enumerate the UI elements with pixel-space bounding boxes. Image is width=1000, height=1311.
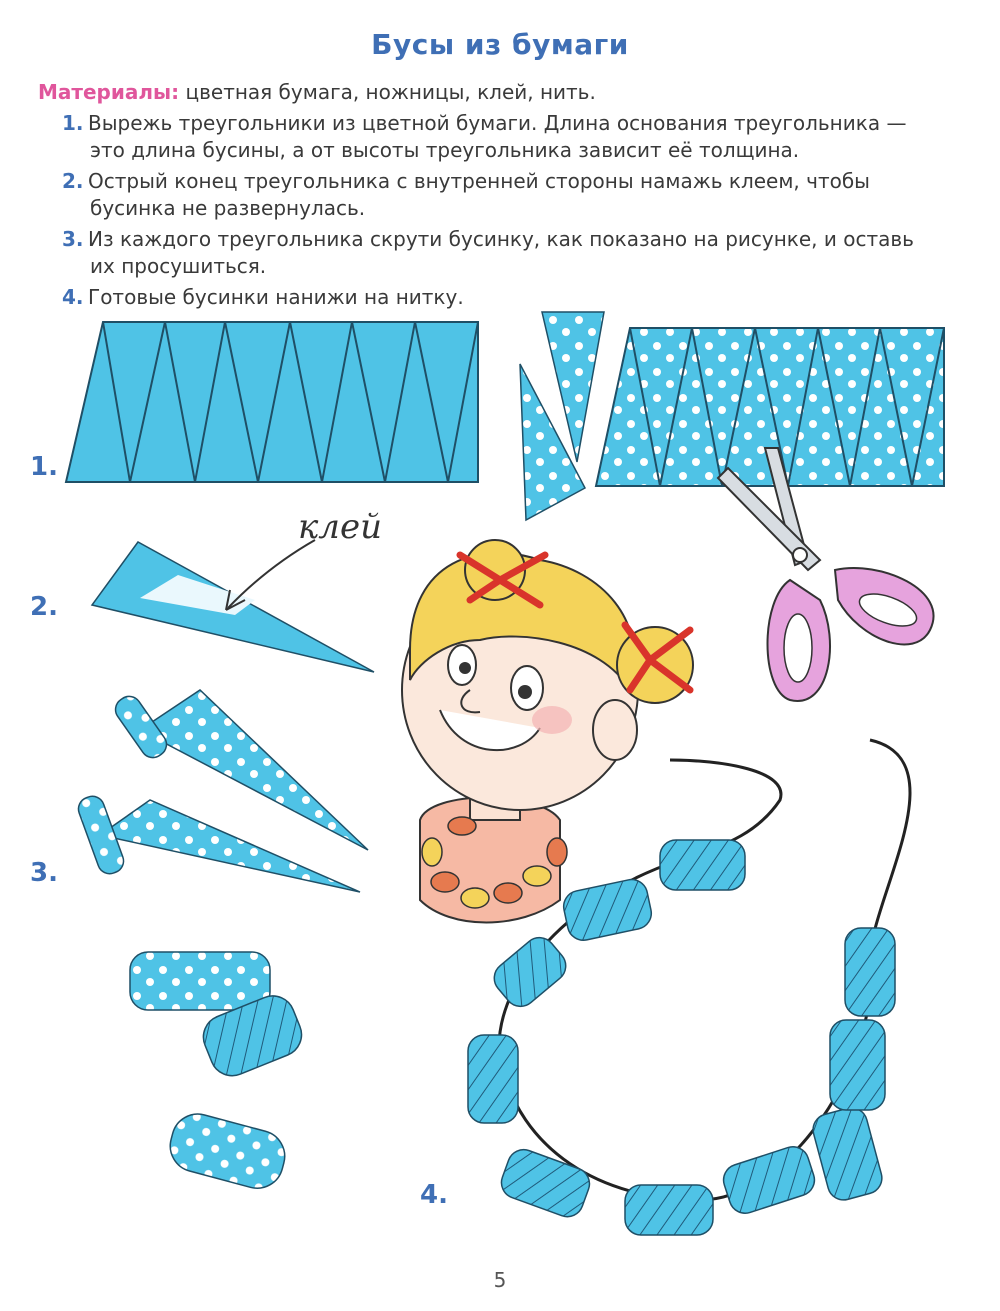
page-title: Бусы из бумаги — [371, 28, 629, 61]
rolled-bead-icon — [130, 952, 308, 1194]
step-text: Готовые бусинки нанижи на нитку. — [88, 285, 464, 309]
paper-strip-icon — [66, 322, 478, 482]
step-text-continued: это длина бусины, а от высоты треугольника зависит её толщина. — [90, 138, 800, 162]
step-number: 1. — [62, 111, 84, 135]
girl-icon — [402, 540, 693, 923]
step-number: 3. — [62, 227, 84, 251]
step-number: 2. — [62, 169, 84, 193]
rolling-triangle-icon — [75, 690, 368, 892]
figure-label-1: 1. — [30, 452, 58, 482]
page-number: 5 — [493, 1268, 507, 1292]
figure-label-2: 2. — [30, 592, 58, 622]
glue-triangle-icon — [92, 540, 374, 672]
materials-label: Материалы: — [38, 80, 180, 104]
step-number: 4. — [62, 285, 84, 309]
figure-label-4: 4. — [420, 1180, 448, 1210]
step-text-continued: бусинка не развернулась. — [90, 196, 366, 220]
step-text: Вырежь треугольники из цветной бумаги. Длина основания треугольника — — [88, 111, 907, 135]
glue-label: клей — [298, 507, 382, 547]
step-text: Из каждого треугольника скрути бусинку, как показано на рисунке, и оставь — [88, 227, 914, 251]
materials-text: цветная бумага, ножницы, клей, нить. — [185, 80, 596, 104]
step-text-continued: их просушиться. — [90, 254, 267, 278]
figure-label-3: 3. — [30, 858, 58, 888]
step-text: Острый конец треугольника с внутренней стороны намажь клеем, чтобы — [88, 169, 870, 193]
